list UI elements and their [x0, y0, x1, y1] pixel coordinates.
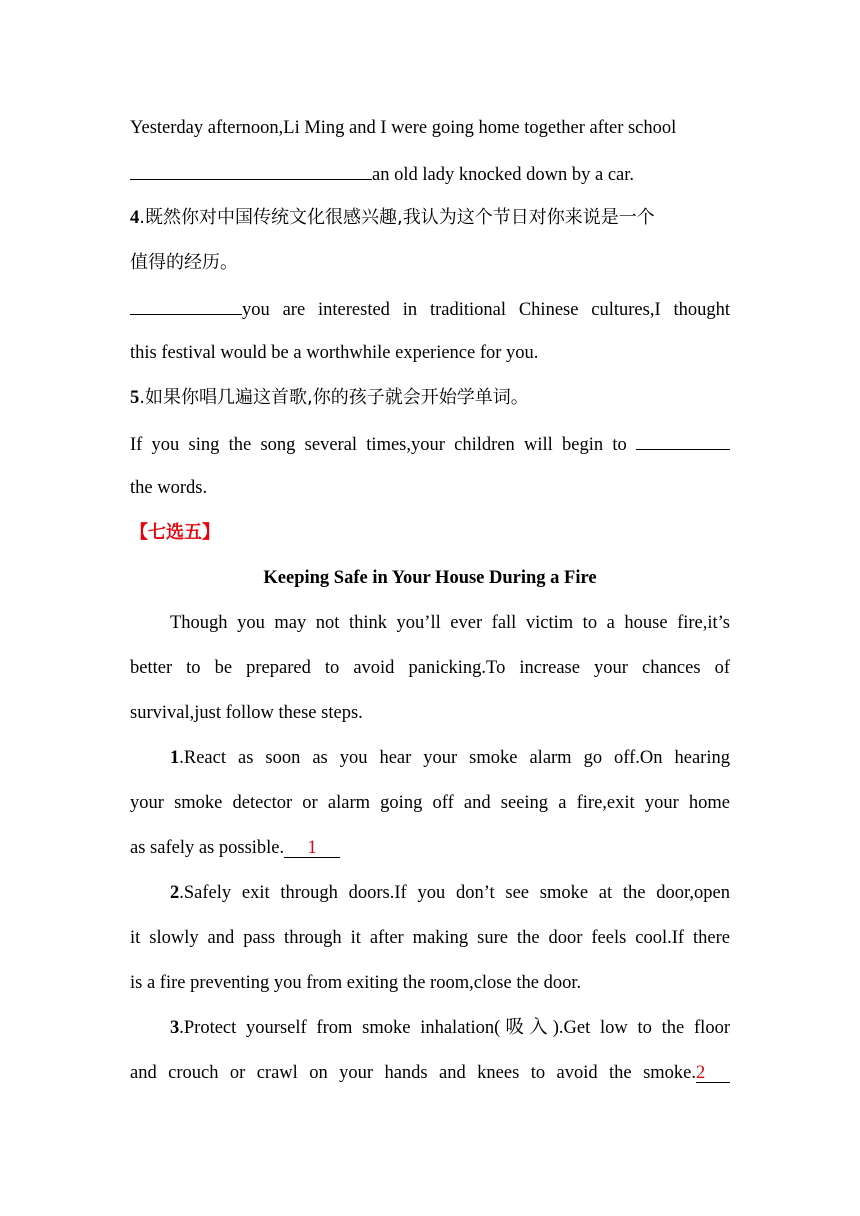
step2-line2: it slowly and pass through it after making sure the door feels cool.If there	[130, 928, 730, 948]
answer-blank[interactable]	[130, 161, 372, 180]
step-number: 1	[170, 748, 180, 768]
intro-line1: Though you may not think you’ll ever fall victim to a house fire,it’s	[170, 613, 730, 633]
q5-english-text: If you sing the song several times,your children will begin to	[130, 435, 627, 455]
step3-line2	[130, 1061, 730, 1085]
q4-chinese-line1	[130, 206, 730, 230]
q5-english-line1	[130, 431, 730, 457]
step1-text: .React as soon as you hear your smoke alarm go off.On hearing	[179, 748, 730, 768]
step1-text-end: as safely as possible.	[130, 838, 285, 858]
q3-sentence-line2	[130, 161, 730, 187]
q4-chinese-text: .既然你对中国传统文化很感兴趣,我认为这个节日对你来说是一个	[139, 207, 655, 228]
question-number: 4	[130, 208, 140, 228]
step2-text: .Safely exit through doors.If you don’t see smoke at the door,open	[179, 883, 730, 903]
step2-line1	[170, 881, 730, 905]
step-number: 3	[170, 1018, 180, 1038]
q5-chinese	[130, 386, 730, 410]
step3-text: .Protect yourself from smoke inhalation(吸入).Get low to the floor	[179, 1018, 730, 1038]
intro-line2: better to be prepared to avoid panicking.To increase your chances of	[130, 658, 730, 678]
answer-blank[interactable]	[636, 431, 730, 450]
q4-english-text: you are interested in traditional Chinese cultures,I thought	[242, 300, 730, 320]
intro-line3: survival,just follow these steps.	[130, 703, 363, 723]
section-heading: 【七选五】	[130, 522, 220, 543]
q4-english-line2: this festival would be a worthwhile experience for you.	[130, 343, 539, 363]
step1-line1	[170, 746, 730, 770]
q4-english-line1	[130, 296, 730, 322]
step1-line2: your smoke detector or alarm going off and seeing a fire,exit your home	[130, 793, 730, 813]
q5-english-line2: the words.	[130, 478, 208, 498]
q5-chinese-text: .如果你唱几遍这首歌,你的孩子就会开始学单词。	[139, 387, 529, 408]
step1-line3	[130, 836, 730, 860]
passage-title: Keeping Safe in Your House During a Fire	[263, 568, 597, 588]
q3-sentence-line1: Yesterday afternoon,Li Ming and I were going home together after school	[130, 118, 677, 138]
q4-chinese-line2: 值得的经历。	[130, 252, 238, 273]
step-number: 2	[170, 883, 180, 903]
answer-blank[interactable]	[130, 296, 242, 315]
step2-line3: is a fire preventing you from exiting the room,close the door.	[130, 973, 582, 993]
gap-2-blank[interactable]: 2	[696, 1064, 730, 1083]
q3-sentence-tail: an old lady knocked down by a car.	[372, 165, 635, 185]
gap-1-blank[interactable]: 1	[284, 839, 340, 858]
question-number: 5	[130, 388, 140, 408]
step3-text-end: and crouch or crawl on your hands and knees to avoid the smoke.	[130, 1063, 696, 1083]
step3-line1	[170, 1016, 730, 1040]
